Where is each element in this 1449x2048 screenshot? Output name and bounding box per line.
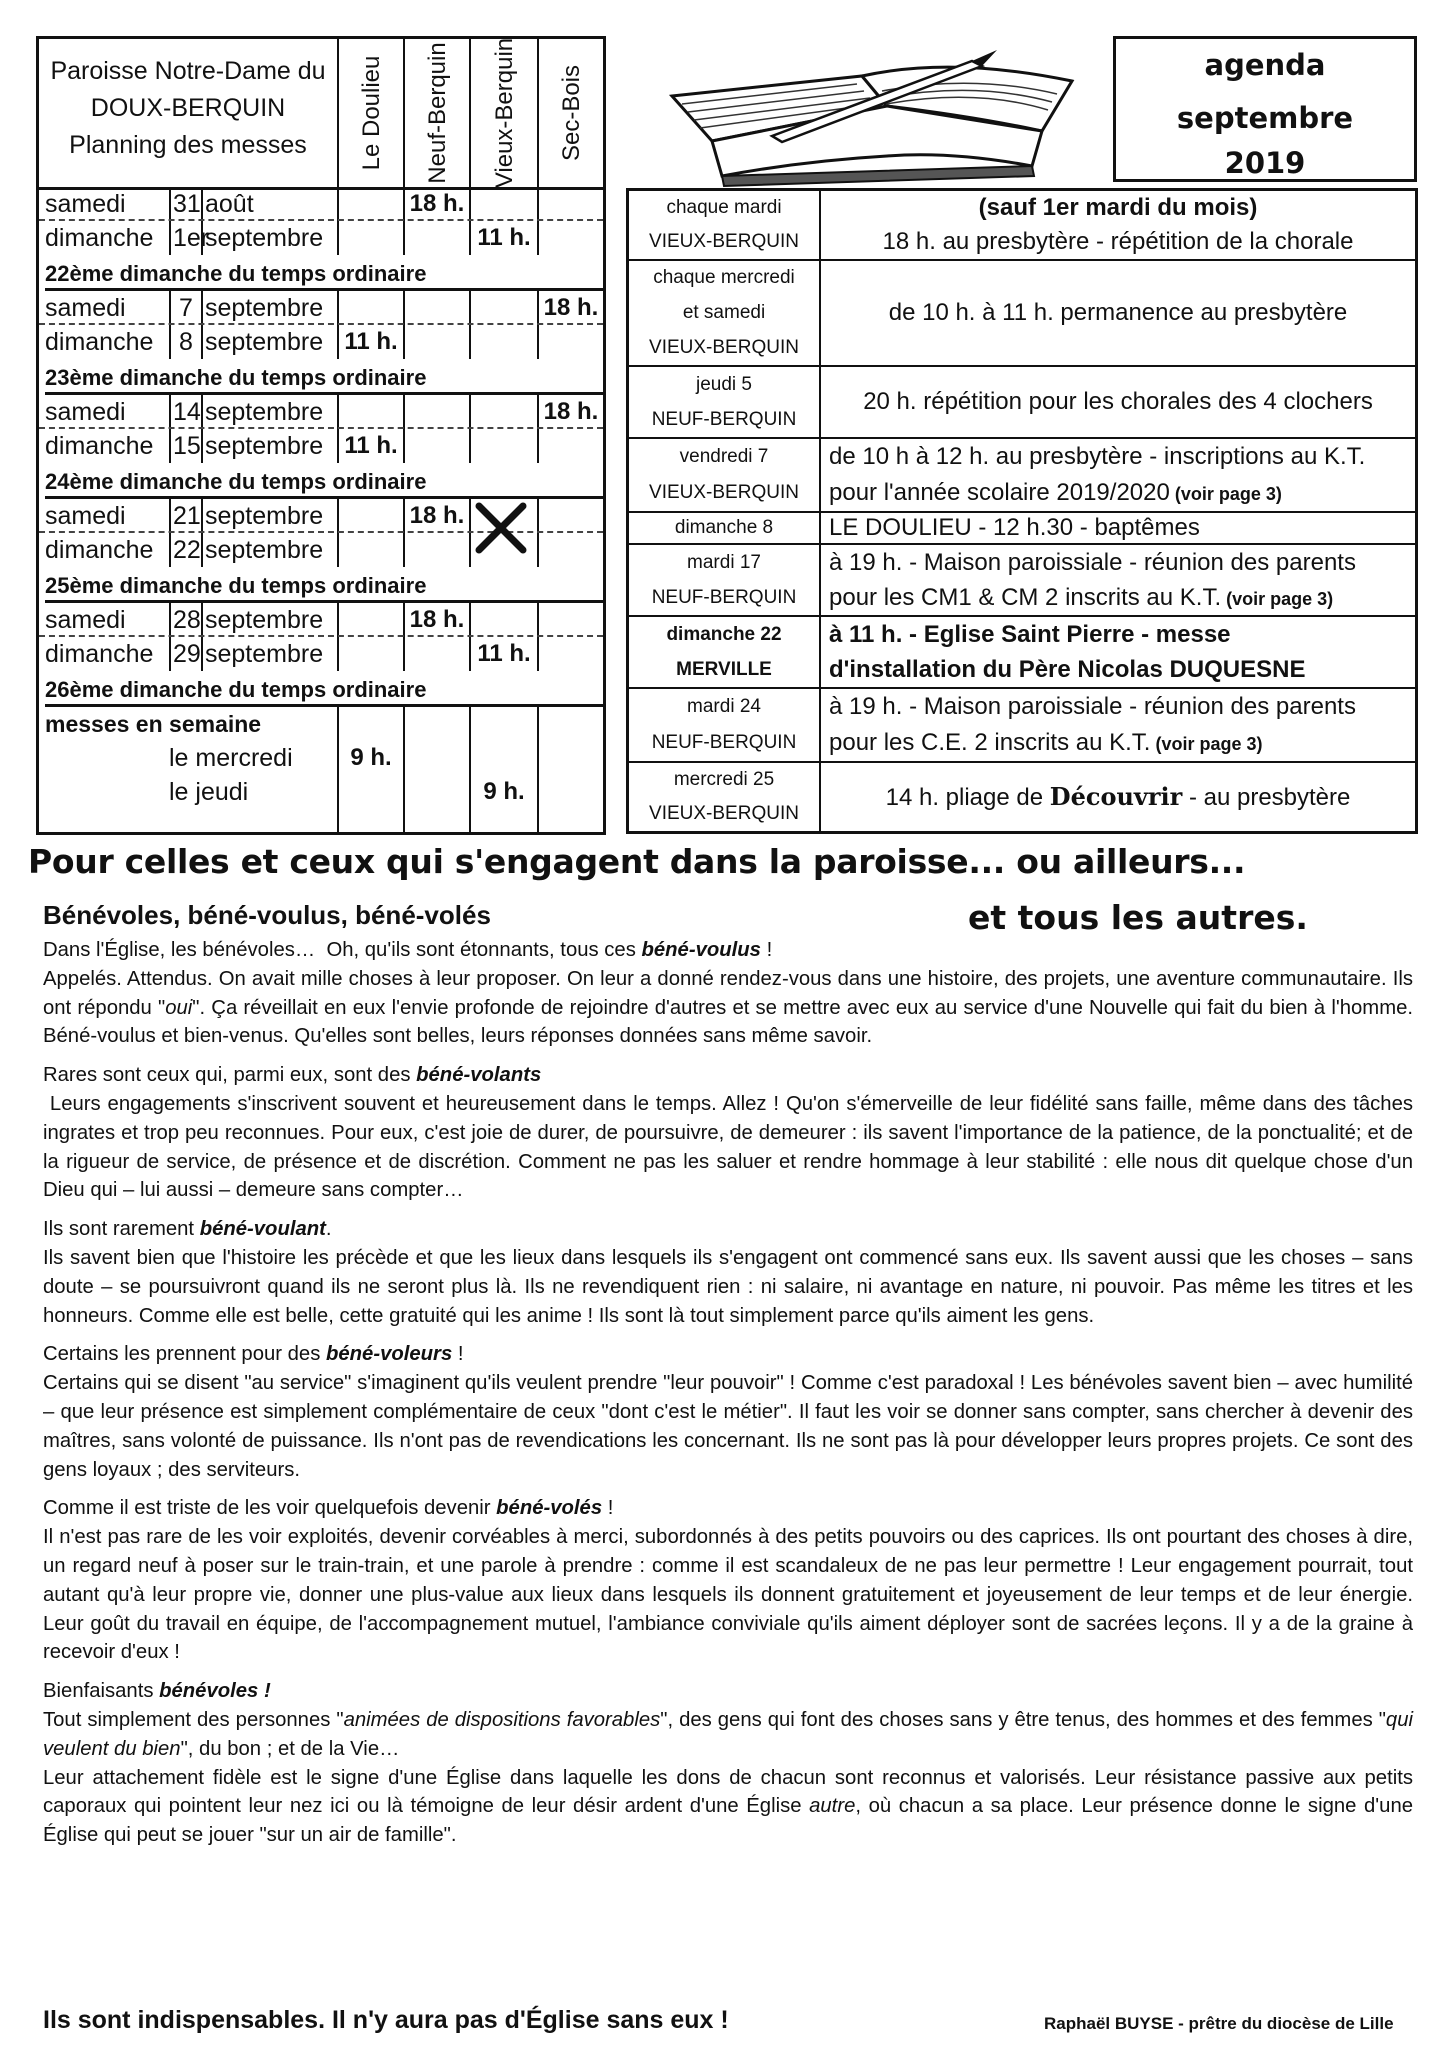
event-description-line <box>829 729 1407 757</box>
paragraph: Ils sont rarement béné-voulant. Ils savent bien que l'histoire les précède et que les lieux dans lesquels ils s'engagent ont commencé sans eux. Ils savent aussi que les choses – sans doute – se poursuivront quand ils ne seront plus là. Ils ne revendiquent rien : ni salaire, ni avantage en nature, ni pouvoir. Pas même les titres et les honneurs. Comme elle est belle, cette gratuité qui les anime ! Ils sont là tout simplement parce qu'ils aiment les gens. <box>43 1218 1413 1327</box>
sunday-label: 26ème dimanche du temps ordinaire <box>45 671 605 707</box>
event-description <box>829 617 1407 687</box>
planning-row <box>39 637 603 671</box>
article-headline: Pour celles et ceux qui s'engagent dans la paroisse... ou ailleurs... <box>28 842 1246 881</box>
planning-subtitle: Planning des messes <box>69 131 307 159</box>
event-location <box>629 439 821 511</box>
divider <box>169 221 171 255</box>
day-number: 1er <box>173 224 210 252</box>
divider <box>537 499 539 533</box>
event-text: LE DOULIEU - 12 h.30 - baptêmes <box>829 514 1200 541</box>
event-location-line: jeudi 5 <box>696 373 752 395</box>
divider <box>169 395 171 429</box>
mass-time: 18 h. <box>543 398 599 425</box>
day-number: 7 <box>179 294 193 322</box>
event-description <box>829 191 1407 259</box>
divider <box>201 291 203 325</box>
day-name: samedi <box>45 190 126 218</box>
divider <box>537 707 539 832</box>
month-name: septembre <box>205 606 324 634</box>
agenda-event <box>629 439 1415 513</box>
event-location <box>629 545 821 615</box>
see-page-reference: (voir page 3) <box>1150 734 1263 754</box>
event-location <box>629 261 821 365</box>
paragraph: Rares sont ceux qui, parmi eux, sont des béné-volants Leurs engagements s'inscrivent souvent et heureusement dans le temps. Allez ! Qu'on s'émerveille de leur fidélité sans faille, même dans des tâches ingrates et trop peu reconnues. Pour eux, c'est joie de durer, de poursuivre, de demeurer : ils savent l'importance de la patience, de la ponctualité; et de la rigueur de service, de présence et de discrétion. Comment ne pas les saluer et rendre hommage à leur stabilité : elle nous dit quelque chose d'un Dieu qui – lui aussi – demeure sans compter… <box>43 1064 1413 1202</box>
event-description <box>829 367 1407 437</box>
divider <box>469 221 471 255</box>
event-location-line: mardi 24 <box>687 696 761 717</box>
planning-row <box>39 429 603 463</box>
divider <box>537 429 539 463</box>
events-table <box>626 188 1418 834</box>
divider <box>169 291 171 325</box>
weekday-name: le jeudi <box>169 778 249 806</box>
event-location-line: VIEUX-BERQUIN <box>649 803 799 824</box>
divider <box>201 429 203 463</box>
column-header-neuf-berquin: Neuf-Berquin <box>403 39 471 187</box>
day-name: dimanche <box>45 432 154 460</box>
event-description <box>829 261 1407 365</box>
planning-row <box>39 603 603 637</box>
month-name: septembre <box>205 398 324 426</box>
day-number: 21 <box>173 502 201 530</box>
day-number: 15 <box>173 432 201 460</box>
weekday-label: messes en semaine <box>45 711 262 737</box>
day-number: 14 <box>173 398 201 426</box>
agenda-event <box>629 617 1415 689</box>
divider <box>337 499 339 533</box>
event-description-line <box>829 443 1407 471</box>
sunday-label: 23ème dimanche du temps ordinaire <box>45 359 605 395</box>
divider <box>403 603 405 637</box>
open-book-illustration <box>652 36 1102 188</box>
divider <box>537 187 539 221</box>
agenda-event <box>629 261 1415 367</box>
event-description <box>829 763 1407 831</box>
mass-time: 9 h. <box>483 778 525 805</box>
divider <box>469 707 471 832</box>
article-body <box>43 936 1413 1860</box>
day-name: dimanche <box>45 328 154 356</box>
sunday-label: 25ème dimanche du temps ordinaire <box>45 567 605 603</box>
event-text: pour les CM1 & CM 2 inscrits au K.T. <box>829 583 1222 611</box>
event-text: (sauf 1er mardi du mois) <box>978 194 1258 221</box>
day-name: samedi <box>45 502 126 530</box>
month-name: septembre <box>205 224 324 252</box>
planning-row <box>39 325 603 359</box>
event-location <box>629 689 821 761</box>
event-description-line <box>829 194 1407 222</box>
divider <box>169 429 171 463</box>
month-name: septembre <box>205 328 324 356</box>
event-text: - au presbytère <box>1182 784 1351 811</box>
event-description-line <box>829 782 1407 812</box>
agenda-event <box>629 545 1415 617</box>
divider <box>537 637 539 671</box>
divider <box>337 603 339 637</box>
day-number: 8 <box>179 328 193 356</box>
divider <box>403 221 405 255</box>
divider <box>469 291 471 325</box>
event-description-line <box>829 514 1407 542</box>
planning-row <box>39 221 603 255</box>
parish-town: DOUX-BERQUIN <box>90 94 286 122</box>
divider <box>403 187 405 221</box>
divider <box>537 395 539 429</box>
article-subtitle: Bénévoles, béné-voulus, béné-volés <box>43 900 491 930</box>
divider <box>469 395 471 429</box>
event-text: d'installation du Père Nicolas DUQUESNE <box>829 655 1306 683</box>
event-location <box>629 191 821 259</box>
planning-row <box>39 395 603 429</box>
event-description <box>829 513 1407 543</box>
weekday-name: le mercredi <box>169 744 293 772</box>
event-description-line <box>829 693 1407 721</box>
divider <box>337 325 339 359</box>
planning-row <box>39 291 603 325</box>
mass-planning-table <box>36 36 606 835</box>
event-description <box>829 689 1407 761</box>
paragraph: Comme il est triste de les voir quelquefois devenir béné-volés ! Il n'est pas rare de les voir exploités, devenir corvéables à merci, subordonnés à des petits pouvoirs ou des caprices. Ils ont pourtant des choses à dire, un regard neuf à poser sur le train-train, et une parole à prendre : comme il est scandaleux de ne pas leur permettre ! Leur engagement pourrait, tout autant qu'à leur propre vie, donner une plus-value aux lieux dans lesquels ils donnent gratuitement et joyeusement de leur temps et de leur énergie. Leur goût du travail en équipe, de l'accompagnement mutuel, l'ambiance conviviale qu'ils aiment déployer sont de sacrées leçons. Il y a de la graine à recevoir d'eux ! <box>43 1497 1413 1664</box>
event-text: 18 h. au presbytère - répétition de la chorale <box>882 228 1354 255</box>
mass-time: 18 h. <box>409 502 465 529</box>
divider <box>201 533 203 567</box>
divider <box>169 637 171 671</box>
event-location-line: NEUF-BERQUIN <box>651 408 797 430</box>
event-location-line: NEUF-BERQUIN <box>651 586 797 608</box>
agenda-event <box>629 367 1415 439</box>
divider <box>337 187 339 221</box>
day-number: 31 <box>173 190 201 218</box>
divider <box>537 325 539 359</box>
divider <box>337 637 339 671</box>
planning-header <box>39 39 603 190</box>
publication-title: Découvrir <box>1049 782 1183 811</box>
event-location <box>629 763 821 831</box>
event-location <box>629 513 821 543</box>
day-name: dimanche <box>45 536 154 564</box>
event-description-line <box>829 549 1407 577</box>
event-location-line: mercredi 25 <box>673 769 775 790</box>
divider <box>469 429 471 463</box>
day-name: samedi <box>45 398 126 426</box>
weekday-row <box>39 775 603 809</box>
event-location-line: VIEUX-BERQUIN <box>649 336 799 358</box>
divider <box>537 221 539 255</box>
divider <box>337 533 339 567</box>
divider <box>537 533 539 567</box>
agenda-event <box>629 763 1415 831</box>
divider <box>337 221 339 255</box>
day-name: samedi <box>45 294 126 322</box>
event-location-line: chaque mercredi <box>653 267 795 289</box>
event-description-line <box>829 299 1407 327</box>
column-header-le-doulieu: Le Doulieu <box>337 39 405 187</box>
mass-time: 18 h. <box>543 294 599 321</box>
agenda-label: agenda <box>1204 48 1326 82</box>
event-description <box>829 545 1407 615</box>
divider <box>469 325 471 359</box>
parish-name: Paroisse Notre-Dame du <box>50 57 326 85</box>
divider <box>201 395 203 429</box>
divider <box>169 533 171 567</box>
divider <box>337 395 339 429</box>
divider <box>201 325 203 359</box>
divider <box>403 533 405 567</box>
event-description-line <box>829 621 1407 649</box>
month-name: août <box>205 190 254 218</box>
divider <box>201 187 203 221</box>
divider <box>403 499 405 533</box>
event-text: de 10 h à 12 h. au presbytère - inscriptions au K.T. <box>829 443 1366 470</box>
event-description-line <box>829 388 1407 416</box>
event-text: 14 h. pliage de <box>885 784 1050 811</box>
mass-time: 9 h. <box>350 744 392 771</box>
article-signature: Raphaël BUYSE - prêtre du diocèse de Lille <box>1044 2014 1394 2033</box>
event-description-line <box>829 228 1407 256</box>
paragraph: Dans l'Église, les bénévoles… Oh, qu'ils sont étonnants, tous ces béné-voulus ! Appelés. Attendus. On avait mille choses à leur proposer. On leur a donné rendez-vous dans une histoire, des projets, une aventure communautaire. Ils ont répondu "oui". Ça réveillait en eux l'envie profonde de rejoindre d'autres et se mettre avec eux au service d'une Nouvelle qui fait du bien à l'homme. Béné-voulus et bien-venus. Qu'elles sont belles, leurs réponses données sans même savoir. <box>43 939 1414 1048</box>
day-number: 22 <box>173 536 201 564</box>
event-text: à 11 h. - Eglise Saint Pierre - messe <box>829 620 1231 648</box>
event-description <box>829 439 1407 511</box>
mass-time: 18 h. <box>409 190 465 217</box>
event-location-line: dimanche 22 <box>666 623 782 645</box>
divider <box>201 499 203 533</box>
divider <box>403 707 405 832</box>
divider <box>403 325 405 359</box>
event-location-line: et samedi <box>682 301 766 323</box>
cancelled-cross-icon <box>471 498 531 558</box>
month-name: septembre <box>205 294 324 322</box>
event-text: de 10 h. à 11 h. permanence au presbytère <box>888 299 1348 326</box>
event-description-line <box>829 656 1407 684</box>
mass-time: 11 h. <box>344 328 398 355</box>
agenda-month: septembre <box>1176 101 1354 135</box>
article-headline-continued: et tous les autres. <box>968 898 1308 937</box>
day-name: dimanche <box>45 224 154 252</box>
event-text: pour l'année scolaire 2019/2020 <box>829 479 1170 506</box>
article-closing: Ils sont indispensables. Il n'y aura pas d'Église sans eux ! <box>43 2006 729 2034</box>
agenda-title-box <box>1113 36 1417 182</box>
event-location-line: VIEUX-BERQUIN <box>649 482 799 503</box>
column-header-vieux-berquin: Vieux-Berquin <box>469 39 539 187</box>
mass-time: 11 h. <box>344 432 398 459</box>
divider <box>169 325 171 359</box>
day-number: 29 <box>173 640 201 668</box>
divider <box>469 187 471 221</box>
event-location <box>629 367 821 437</box>
event-location-line: chaque mardi <box>666 197 782 218</box>
divider <box>169 499 171 533</box>
divider <box>403 637 405 671</box>
month-name: septembre <box>205 536 324 564</box>
month-name: septembre <box>205 432 324 460</box>
event-location-line: MERVILLE <box>676 658 772 680</box>
divider <box>403 291 405 325</box>
event-location <box>629 617 821 687</box>
divider <box>201 603 203 637</box>
event-location-line: NEUF-BERQUIN <box>651 732 797 753</box>
sunday-label: 24ème dimanche du temps ordinaire <box>45 463 605 499</box>
event-description-line <box>829 584 1407 612</box>
planning-title <box>39 53 337 164</box>
event-text: pour les C.E. 2 inscrits au K.T. <box>829 729 1151 756</box>
divider <box>337 707 339 832</box>
see-page-reference: (voir page 3) <box>1169 484 1282 504</box>
paragraph: Bienfaisants bénévoles ! Tout simplement des personnes "animées de dispositions favorables", des gens qui font des choses sans y être tenus, des hommes et des femmes "qui veulent du bien", du bon ; et de la Vie… Leur attachement fidèle est le signe d'une Église dans laquelle les dons de chacun sont reconnus et valorisés. Leur résistance passive aux petits caporaux qui pointent leur nez ici ou là témoigne de leur désir ardent d'une Église autre, où chacun a sa place. Leur présence donne le signe d'une Église qui peut se jouer "sur un air de famille". <box>43 1680 1413 1847</box>
paragraph: Certains les prennent pour des béné-voleurs ! Certains qui se disent "au service" s'imaginent qu'ils veulent prendre "leur pouvoir" ! Comme c'est paradoxal ! Les bénévoles savent bien – avec humilité – que leur présence est simplement complémentaire de ceux "dont c'est le métier". Il faut les voir se donner sans compter, sans chercher à devenir des maîtres, sans volonté de puissance. Ils n'ont pas de revendications les concernant. Ils ne sont pas là pour développer leurs propres projets. Ce sont des gens loyaux ; des serviteurs. <box>43 1343 1413 1481</box>
divider <box>201 637 203 671</box>
day-name: samedi <box>45 606 126 634</box>
event-location-line: vendredi 7 <box>679 446 769 467</box>
divider <box>469 637 471 671</box>
divider <box>337 291 339 325</box>
event-location-line: mardi 17 <box>687 551 761 573</box>
agenda-year: 2019 <box>1224 146 1306 180</box>
divider <box>537 291 539 325</box>
divider <box>469 603 471 637</box>
divider <box>169 603 171 637</box>
month-name: septembre <box>205 640 324 668</box>
divider <box>537 603 539 637</box>
event-description-line <box>829 479 1407 507</box>
divider <box>169 187 171 221</box>
divider <box>403 429 405 463</box>
event-location-line: VIEUX-BERQUIN <box>649 231 799 252</box>
column-header-sec-bois: Sec-Bois <box>537 39 605 187</box>
event-text: à 19 h. - Maison paroissiale - réunion des parents <box>829 548 1356 576</box>
sunday-label: 22ème dimanche du temps ordinaire <box>45 255 605 291</box>
planning-row <box>39 187 603 221</box>
divider <box>201 221 203 255</box>
agenda-event <box>629 191 1415 261</box>
agenda-event <box>629 689 1415 763</box>
weekday-row <box>39 741 603 775</box>
divider <box>403 395 405 429</box>
day-number: 28 <box>173 606 201 634</box>
agenda-event <box>629 513 1415 545</box>
day-name: dimanche <box>45 640 154 668</box>
mass-time: 18 h. <box>409 606 465 633</box>
mass-time: 11 h. <box>477 224 531 251</box>
event-text: à 19 h. - Maison paroissiale - réunion des parents <box>829 693 1356 720</box>
event-text: 20 h. répétition pour les chorales des 4 clochers <box>863 388 1373 415</box>
divider <box>337 429 339 463</box>
month-name: septembre <box>205 502 324 530</box>
mass-time: 11 h. <box>477 640 531 667</box>
see-page-reference: (voir page 3) <box>1221 588 1334 609</box>
event-location-line: dimanche 8 <box>674 517 774 538</box>
